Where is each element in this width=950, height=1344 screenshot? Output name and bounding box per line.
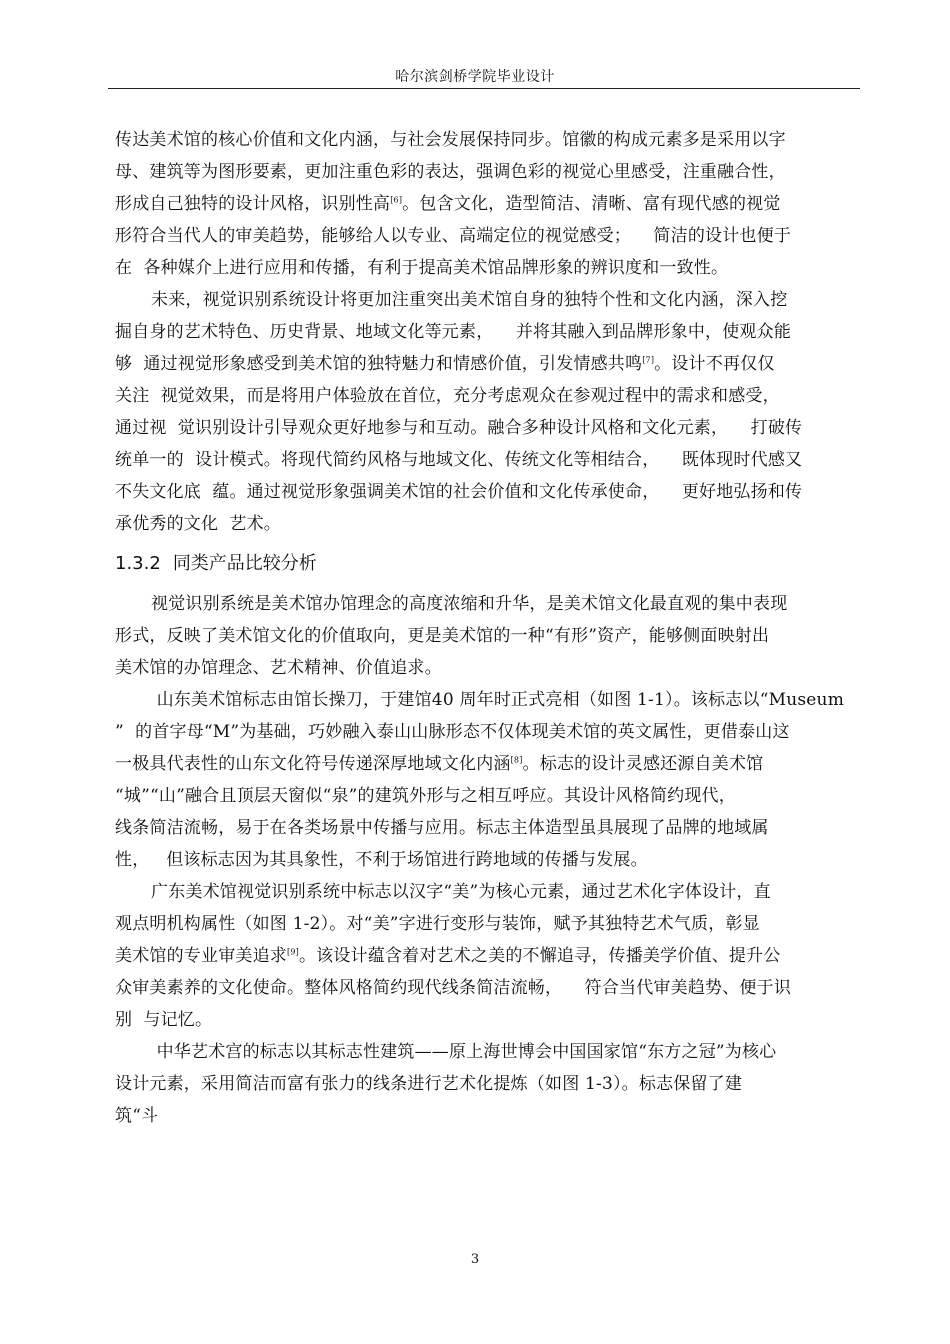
- page-number: 3: [470, 1252, 480, 1267]
- text-line: 形式，反映了美术馆文化的价值取向，更是美术馆的一种“有形”资产，能够侧面映射出: [115, 626, 770, 646]
- section-heading: [115, 540, 863, 588]
- text-line: 别 与记忆。: [115, 1010, 213, 1030]
- paragraph: [115, 1036, 863, 1132]
- text-line: 美术馆的办馆理念、艺术精神、价值追求。: [115, 658, 442, 678]
- section-number: 1.3.2: [115, 553, 161, 574]
- text-line: 广东美术馆视觉识别系统中标志以汉字“美”为核心元素，通过艺术化字体设计，直: [151, 882, 771, 902]
- text-line: 母、建筑等为图形要素，更加注重色彩的表达，强调色彩的视觉心里感受，注重融合性，: [115, 162, 786, 182]
- document-body: [115, 124, 863, 1132]
- paragraph: [115, 684, 863, 876]
- text-line: 性， 但该标志因为其具象性，不利于场馆进行跨地域的传播与发展。: [115, 850, 648, 870]
- text-span: 。该设计蕴含着对艺术之美的不懈追寻，传播美学价值、提升公: [298, 946, 781, 966]
- paragraph: [115, 124, 863, 284]
- text-span: 。包含文化，造型简洁、清晰、富有现代感的视觉: [402, 194, 781, 214]
- text-span: 美术馆的专业审美追求: [115, 946, 287, 966]
- text-line: 传达美术馆的核心价值和文化内涵，与社会发展保持同步。馆徽的构成元素多是采用以字: [115, 130, 786, 150]
- text-span: 。设计不再仅仅: [654, 354, 775, 374]
- section-title: 同类产品比较分析: [172, 553, 317, 574]
- text-line: 观点明机构属性（如图 1-2）。对“美”字进行变形与装饰，赋予其独特艺术气质，彰显: [115, 914, 760, 934]
- text-line: 在 各种媒介上进行应用和传播，有利于提高美术馆品牌形象的辨识度和一致性。: [115, 258, 729, 278]
- text-line: 筑“斗: [115, 1106, 159, 1126]
- text-line: 线条简洁流畅，易于在各类场景中传播与应用。标志主体造型虽具展现了品牌的地域属: [115, 818, 769, 838]
- text-line: 未来，视觉识别系统设计将更加注重突出美术馆自身的独特个性和文化内涵，深入挖: [151, 290, 788, 310]
- text-line: 山东美术馆标志由馆长操刀，于建馆40 周年时正式亮相（如图 1-1）。该标志以“Museum: [151, 690, 845, 710]
- text-line: 视觉识别系统是美术馆办馆理念的高度浓缩和升华，是美术馆文化最直观的集中表现: [151, 594, 788, 614]
- paragraph: [115, 876, 863, 1036]
- text-line: 不失文化底 蕴。通过视觉形象强调美术馆的社会价值和文化传承使命， 更好地弘扬和传: [115, 482, 803, 502]
- text-line: [115, 940, 863, 972]
- text-line: 中华艺术宫的标志以其标志性建筑——原上海世博会中国国家馆“东方之冠”为核心: [151, 1042, 777, 1062]
- text-line: 统单一的 设计模式。将现代简约风格与地域文化、传统文化等相结合， 既体现时代感又: [115, 450, 803, 470]
- text-line: ” 的首字母“M”为基础，巧妙融入泰山山脉形态不仅体现美术馆的英文属性，更借泰山这: [115, 722, 790, 742]
- header-divider: [108, 88, 860, 89]
- text-line: 掘自身的艺术特色、历史背景、地域文化等元素， 并将其融入到品牌形象中，使观众能: [115, 322, 792, 342]
- citation-ref: [6]: [390, 195, 403, 205]
- text-line: 形符合当代人的审美趋势，能够给人以专业、高端定位的视觉感受； 简洁的设计也便于: [115, 226, 792, 246]
- text-line: [115, 348, 863, 380]
- text-line: 关注 视觉效果，而是将用户体验放在首位，充分考虑观众在参观过程中的需求和感受，: [115, 386, 780, 406]
- citation-ref: [8]: [510, 755, 523, 765]
- paragraph: [115, 588, 863, 684]
- text-line: [115, 188, 863, 220]
- text-span: 。标志的设计灵感还源自美术馆: [522, 754, 764, 774]
- paragraph: [115, 284, 863, 540]
- text-line: “城”“山”融合且顶层天窗似“泉”的建筑外形与之相互呼应。其设计风格简约现代，: [115, 786, 736, 806]
- text-span: 形成自己独特的设计风格，识别性高: [115, 194, 391, 214]
- text-line: 设计元素，采用简洁而富有张力的线条进行艺术化提炼（如图 1-3）。标志保留了建: [115, 1074, 743, 1094]
- text-line: [115, 748, 863, 780]
- text-line: 承优秀的文化 艺术。: [115, 514, 282, 534]
- citation-ref: [9]: [287, 947, 299, 957]
- text-span: 一极具代表性的山东文化符号传递深厚地域文化内涵: [115, 754, 511, 774]
- text-span: 够 通过视觉形象感受到美术馆的独特魅力和情感价值，引发情感共鸣: [115, 354, 643, 374]
- text-line: 通过视 觉识别设计引导观众更好地参与和互动。融合多种设计风格和文化元素， 打破传: [115, 418, 803, 438]
- page-header: 哈尔滨剑桥学院毕业设计: [395, 69, 555, 85]
- text-line: 众审美素养的文化使命。整体风格简约现代线条简洁流畅， 符合当代审美趋势、便于识: [115, 978, 792, 998]
- citation-ref: [7]: [642, 355, 655, 365]
